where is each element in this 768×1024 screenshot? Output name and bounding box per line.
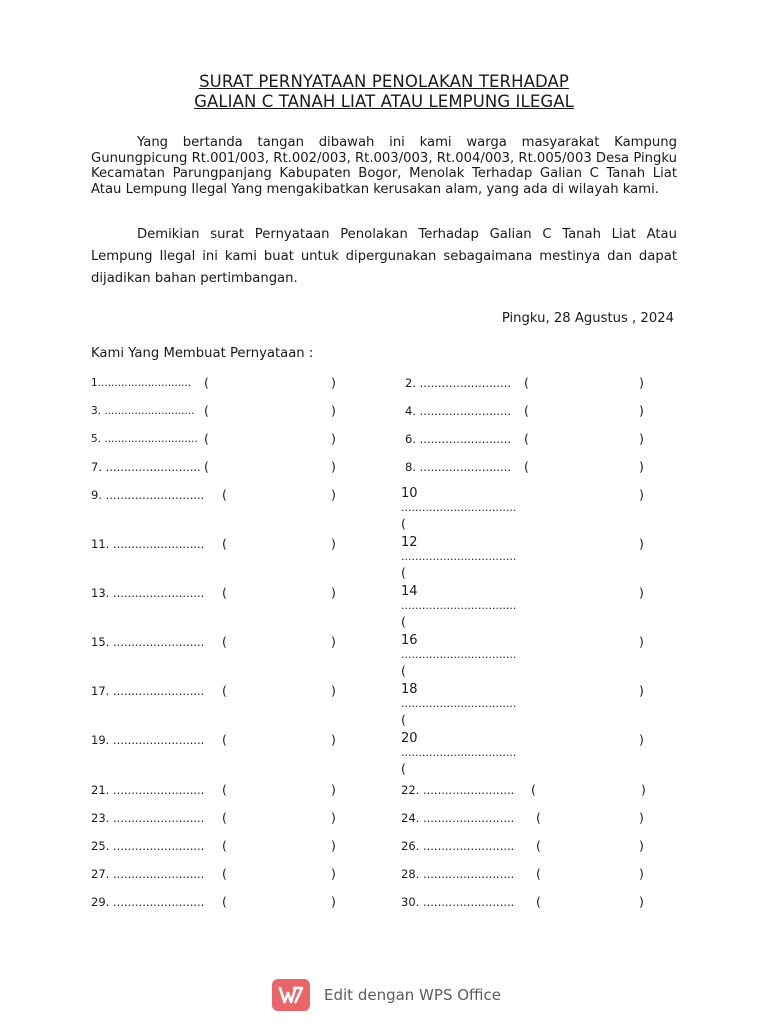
paren-open: ( bbox=[524, 431, 529, 446]
paren-close: ) bbox=[331, 810, 336, 825]
signers-heading: Kami Yang Membuat Pernyataan : bbox=[91, 346, 314, 361]
paren-open: ( bbox=[204, 431, 209, 446]
signature-dots-12: ................................. bbox=[401, 550, 517, 563]
paren-close: ) bbox=[331, 782, 336, 797]
wps-office-icon bbox=[272, 979, 310, 1011]
paren-open: ( bbox=[536, 894, 541, 909]
signature-line-11: 11. ......................... bbox=[91, 537, 205, 551]
signature-dots-18: ................................. bbox=[401, 697, 517, 710]
signature-line-27: 27. ......................... bbox=[91, 867, 205, 881]
paren-open: ( bbox=[222, 866, 227, 881]
signature-number-20: 20 bbox=[401, 731, 418, 746]
paren-close: ) bbox=[639, 536, 644, 551]
paren-open: ( bbox=[222, 487, 227, 502]
signature-dots-16: ................................. bbox=[401, 648, 517, 661]
signature-number-10: 10 bbox=[401, 486, 418, 501]
paren-open: ( bbox=[524, 459, 529, 474]
paren-close: ) bbox=[639, 732, 644, 747]
signature-line-17: 17. ......................... bbox=[91, 684, 205, 698]
paren-close: ) bbox=[639, 838, 644, 853]
date-location: Pingku, 28 Agustus , 2024 bbox=[501, 311, 674, 326]
paren-close: ) bbox=[639, 683, 644, 698]
signature-line-23: 23. ......................... bbox=[91, 811, 205, 825]
paren-open: ( bbox=[204, 403, 209, 418]
paren-close: ) bbox=[639, 810, 644, 825]
signature-dots-14: ................................. bbox=[401, 599, 517, 612]
paren-close: ) bbox=[331, 634, 336, 649]
signature-line-26: 26. ......................... bbox=[401, 839, 515, 853]
statement-text: Yang bertanda tangan dibawah ini kami warga masyarakat Kampung Gunungpicung Rt.001/003, Rt.002/003, Rt.003/003, Rt.004/003, Rt.005/003 Desa Pingku Kecamatan Parungpanjang Kabupaten Bogor, Menolak Terhadap Galian C Tanah Liat Atau Lempung Ilegal Yang mengakibatkan kerusakan alam, yang ada di wilayah kami. bbox=[91, 135, 677, 197]
paren-close: ) bbox=[641, 782, 646, 797]
paren-close: ) bbox=[331, 585, 336, 600]
paren-open: ( bbox=[204, 375, 209, 390]
paren-open: ( bbox=[524, 375, 529, 390]
signature-dots-10: ................................. bbox=[401, 501, 517, 514]
signature-line-30: 30. ......................... bbox=[401, 895, 515, 909]
paren-close: ) bbox=[331, 536, 336, 551]
title-line-2: GALIAN C TANAH LIAT ATAU LEMPUNG ILEGAL bbox=[194, 92, 574, 111]
closing-paragraph bbox=[91, 224, 677, 290]
paren-open: ( bbox=[204, 459, 209, 474]
paren-open: ( bbox=[536, 866, 541, 881]
paren-close: ) bbox=[331, 732, 336, 747]
signature-line-15: 15. ......................... bbox=[91, 635, 205, 649]
signature-number-12: 12 bbox=[401, 535, 418, 550]
title-line-1: SURAT PERNYATAAN PENOLAKAN TERHADAP bbox=[199, 72, 569, 91]
paren-open: ( bbox=[222, 585, 227, 600]
paren-open: ( bbox=[401, 565, 406, 580]
paren-open: ( bbox=[222, 683, 227, 698]
paren-open: ( bbox=[401, 712, 406, 727]
paren-close: ) bbox=[639, 459, 644, 474]
wps-edit-label: Edit dengan WPS Office bbox=[324, 986, 502, 1004]
paren-close: ) bbox=[639, 375, 644, 390]
paren-open: ( bbox=[401, 516, 406, 531]
paren-close: ) bbox=[331, 459, 336, 474]
paren-open: ( bbox=[222, 894, 227, 909]
signature-line-9: 9. ........................... bbox=[91, 488, 205, 502]
signature-line-13: 13. ......................... bbox=[91, 586, 205, 600]
paren-close: ) bbox=[331, 838, 336, 853]
paren-open: ( bbox=[524, 403, 529, 418]
paren-open: ( bbox=[531, 782, 536, 797]
paren-close: ) bbox=[639, 487, 644, 502]
signature-line-8: 8. ......................... bbox=[405, 460, 512, 474]
signature-number-18: 18 bbox=[401, 682, 418, 697]
paren-open: ( bbox=[401, 663, 406, 678]
paren-open: ( bbox=[222, 536, 227, 551]
paren-open: ( bbox=[222, 810, 227, 825]
signature-line-7: 7. .......................... bbox=[91, 460, 201, 474]
wps-edit-link[interactable] bbox=[272, 978, 501, 1012]
paren-open: ( bbox=[536, 838, 541, 853]
paren-close: ) bbox=[331, 487, 336, 502]
signature-line-19: 19. ......................... bbox=[91, 733, 205, 747]
paren-open: ( bbox=[222, 782, 227, 797]
paren-close: ) bbox=[639, 431, 644, 446]
paren-close: ) bbox=[639, 585, 644, 600]
signature-line-24: 24. ......................... bbox=[401, 811, 515, 825]
closing-text: Demikian surat Pernyataan Penolakan Terhadap Galian C Tanah Liat Atau Lempung Ilegal ini kami buat untuk dipergunakan sebagaimana mestinya dan dapat dijadikan bahan pertimbangan. bbox=[91, 227, 677, 286]
paren-open: ( bbox=[401, 761, 406, 776]
paren-close: ) bbox=[331, 431, 336, 446]
signature-line-5: 5. ............................ bbox=[91, 433, 198, 445]
signature-line-22: 22. ......................... bbox=[401, 783, 515, 797]
paren-close: ) bbox=[331, 375, 336, 390]
paren-close: ) bbox=[331, 894, 336, 909]
signature-line-3: 3. ........................... bbox=[91, 405, 195, 417]
signature-line-29: 29. ......................... bbox=[91, 895, 205, 909]
paren-close: ) bbox=[331, 683, 336, 698]
signature-line-25: 25. ......................... bbox=[91, 839, 205, 853]
statement-paragraph bbox=[91, 135, 677, 197]
paren-close: ) bbox=[639, 866, 644, 881]
paren-close: ) bbox=[639, 894, 644, 909]
signature-line-1: 1............................ bbox=[91, 377, 192, 389]
paren-open: ( bbox=[222, 838, 227, 853]
signature-line-2: 2. ......................... bbox=[405, 376, 512, 390]
paren-open: ( bbox=[401, 614, 406, 629]
paren-open: ( bbox=[222, 634, 227, 649]
paren-close: ) bbox=[331, 866, 336, 881]
signature-line-28: 28. ......................... bbox=[401, 867, 515, 881]
paren-open: ( bbox=[536, 810, 541, 825]
signature-number-14: 14 bbox=[401, 584, 418, 599]
signature-line-6: 6. ......................... bbox=[405, 432, 512, 446]
paren-close: ) bbox=[639, 634, 644, 649]
signature-dots-20: ................................. bbox=[401, 746, 517, 759]
signature-line-4: 4. ......................... bbox=[405, 404, 512, 418]
paren-close: ) bbox=[331, 403, 336, 418]
signature-number-16: 16 bbox=[401, 633, 418, 648]
paren-close: ) bbox=[639, 403, 644, 418]
paren-open: ( bbox=[222, 732, 227, 747]
signature-line-21: 21. ......................... bbox=[91, 783, 205, 797]
